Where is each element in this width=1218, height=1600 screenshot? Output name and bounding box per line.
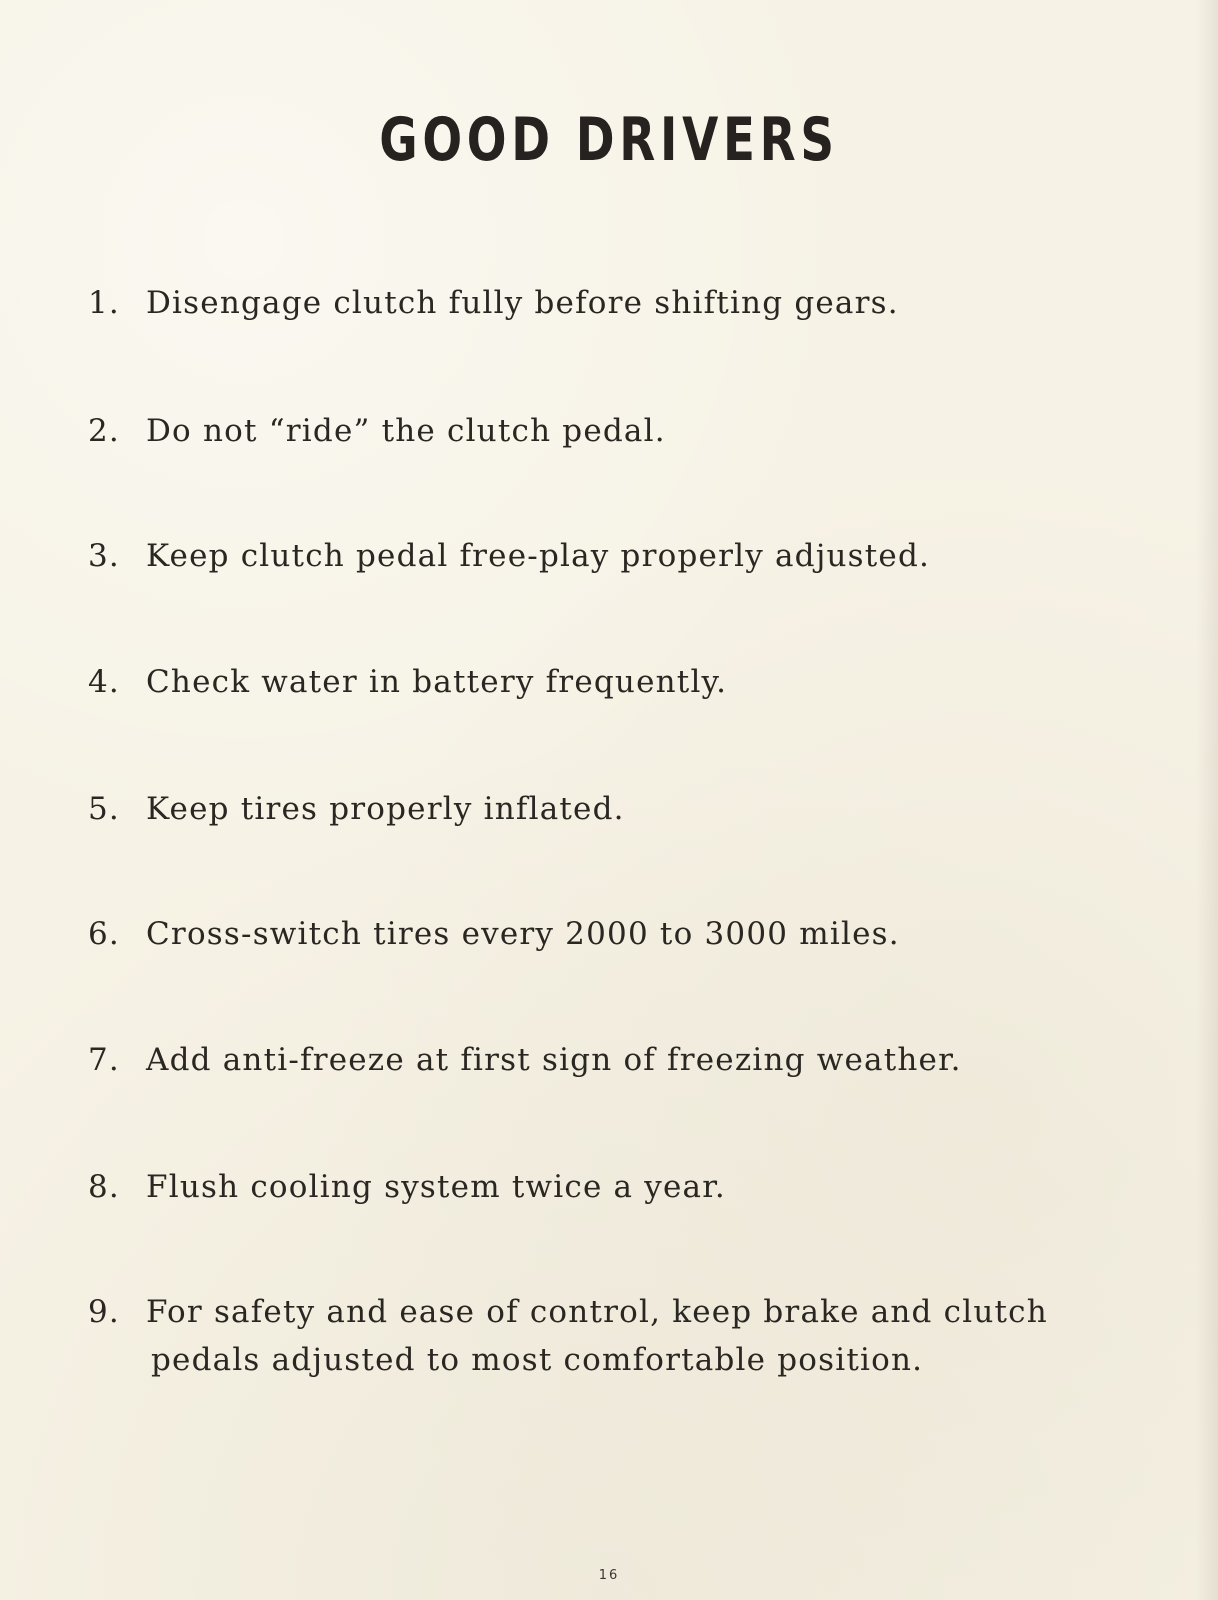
page-number: 16 — [598, 1568, 620, 1583]
item-text: Disengage clutch fully before shifting gears. — [146, 285, 899, 321]
list-item — [88, 1163, 1138, 1211]
list-item — [88, 785, 1138, 833]
item-number: 1. — [88, 285, 120, 321]
item-text-continuation: pedals adjusted to most comfortable position. — [151, 1342, 924, 1378]
item-text: Add anti-freeze at first sign of freezing weather. — [146, 1042, 962, 1078]
item-text: For safety and ease of control, keep brake and clutch — [146, 1294, 1048, 1330]
item-text: Flush cooling system twice a year. — [146, 1169, 726, 1205]
item-number: 8. — [88, 1169, 120, 1205]
item-text: Keep clutch pedal free-play properly adjusted. — [146, 538, 931, 574]
list-item — [88, 1036, 1138, 1084]
item-number: 7. — [88, 1042, 120, 1078]
item-number: 5. — [88, 791, 120, 827]
list-item — [88, 532, 1138, 580]
list-item — [88, 910, 1138, 958]
page-edge-shadow — [1196, 0, 1218, 1600]
page-title: GOOD DRIVERS — [379, 105, 839, 175]
item-text: Do not “ride” the clutch pedal. — [146, 413, 666, 449]
item-number: 2. — [88, 413, 120, 449]
item-text: Check water in battery frequently. — [146, 664, 728, 700]
item-text: Keep tires properly inflated. — [146, 791, 625, 827]
item-number: 4. — [88, 664, 120, 700]
item-number: 6. — [88, 916, 120, 952]
list-item — [88, 1288, 1138, 1384]
list-item — [88, 407, 1138, 455]
item-number: 3. — [88, 538, 120, 574]
item-number: 9. — [88, 1294, 120, 1330]
item-text: Cross-switch tires every 2000 to 3000 miles. — [146, 916, 900, 952]
list-item — [88, 279, 1138, 327]
list-item — [88, 658, 1138, 706]
